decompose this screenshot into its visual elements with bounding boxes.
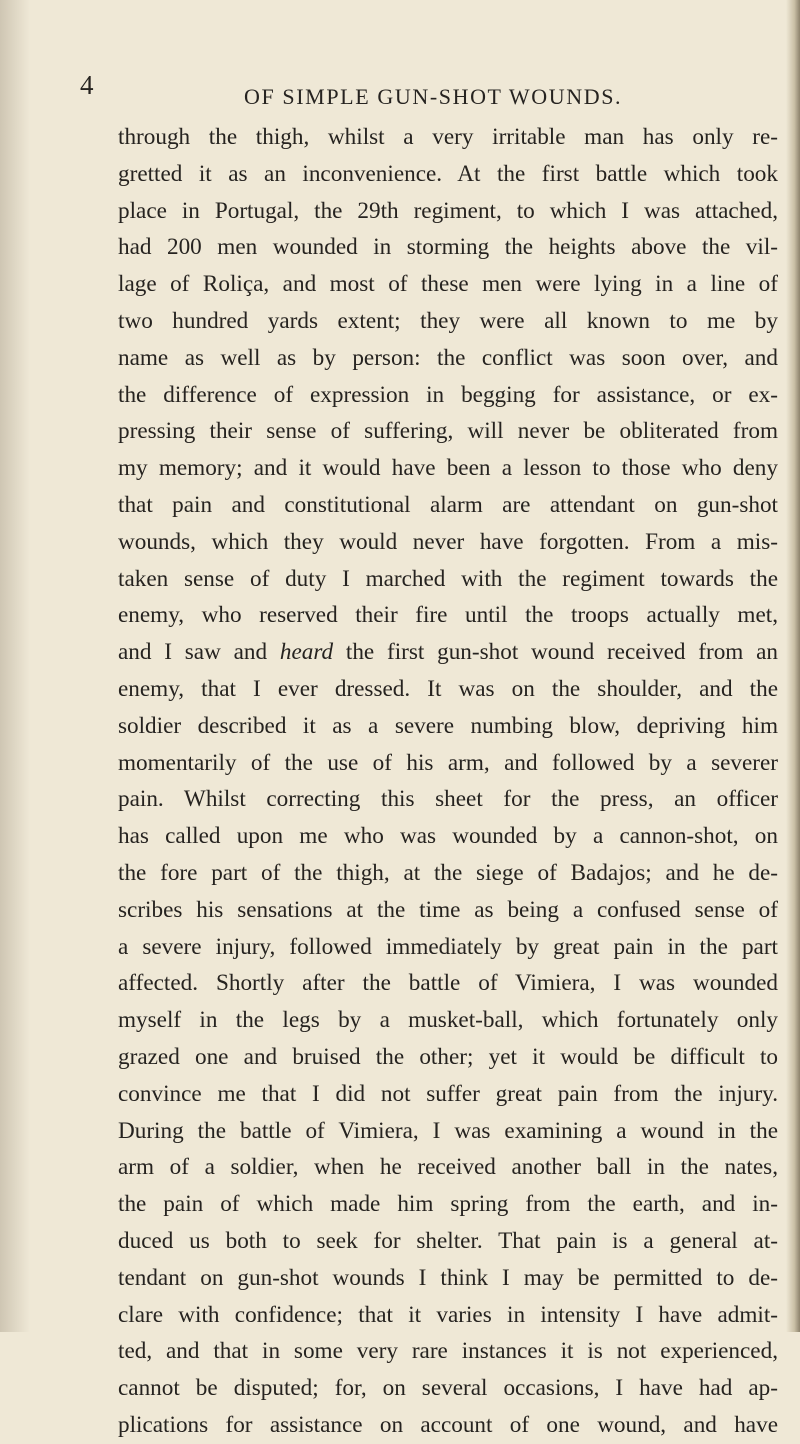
text-line: cannot be disputed; for, on several occasions, I have had ap- xyxy=(118,1375,778,1402)
text-line: tendant on gun-shot wounds I think I may be permitted to de- xyxy=(118,1264,778,1291)
text-line: pain. Whilst correcting this sheet for the press, an officer xyxy=(118,786,778,813)
text-line: arm of a soldier, when he received another ball in the nates, xyxy=(118,1154,778,1181)
text-line: ted, and that in some very rare instances it is not experienced, xyxy=(118,1338,778,1365)
text-line xyxy=(118,634,778,671)
italic-word: heard xyxy=(279,639,334,666)
text-line: affected. Shortly after the battle of Vimiera, I was wounded xyxy=(118,970,778,997)
text-line: that pain and constitutional alarm are attendant on gun-shot xyxy=(118,491,778,518)
text-line: plications for assistance on account of one wound, and have xyxy=(118,1411,778,1438)
text-segment: and I saw and xyxy=(118,639,280,666)
text-line: a severe injury, followed immediately by great pain in the part xyxy=(118,933,778,960)
text-line: through the thigh, whilst a very irritable man has only re- xyxy=(118,124,778,150)
text-line: pressing their sense of suffering, will never be obliterated from xyxy=(118,418,778,445)
text-line: grazed one and bruised the other; yet it would be difficult to xyxy=(118,1043,778,1070)
text-line: wounds, which they would never have forgotten. From a mis- xyxy=(118,528,778,555)
text-segment: the first gun-shot wound received from an xyxy=(333,639,778,666)
text-line: taken sense of duty I marched with the regiment towards the xyxy=(118,565,778,592)
text-line: the fore part of the thigh, at the siege of Badajos; and he de- xyxy=(118,859,778,886)
running-head: OF SIMPLE GUN-SHOT WOUNDS. xyxy=(244,84,623,109)
text-line: duced us both to seek for shelter. That pain is a general at- xyxy=(118,1227,778,1254)
text-line: gretted it as an inconvenience. At the first battle which took xyxy=(118,160,778,187)
text-line: convince me that I did not suffer great pain from the injury. xyxy=(118,1080,778,1107)
text-line: has called upon me who was wounded by a cannon-shot, on xyxy=(118,823,778,850)
text-line: the difference of expression in begging for assistance, or ex- xyxy=(118,381,778,408)
page-gutter-shadow xyxy=(0,0,30,1332)
text-line: momentarily of the use of his arm, and followed by a severer xyxy=(118,749,778,776)
text-line: name as well as by person: the conflict was soon over, and xyxy=(118,344,778,371)
page-edge xyxy=(786,0,800,1332)
body-text xyxy=(118,119,778,1444)
text-line: enemy, that I ever dressed. It was on the shoulder, and the xyxy=(118,675,778,702)
text-line: clare with confidence; that it varies in intensity I have admit- xyxy=(118,1301,778,1328)
text-line: enemy, who reserved their fire until the troops actually met, xyxy=(118,602,778,629)
text-line: myself in the legs by a musket-ball, which fortunately only xyxy=(118,1007,778,1034)
text-line: place in Portugal, the 29th regiment, to which I was attached, xyxy=(118,197,778,224)
text-line: the pain of which made him spring from the earth, and in- xyxy=(118,1191,778,1218)
text-line: had 200 men wounded in storming the heights above the vil- xyxy=(118,234,778,261)
text-line: scribes his sensations at the time as being a confused sense of xyxy=(118,896,778,923)
text-line: soldier described it as a severe numbing blow, depriving him xyxy=(118,712,778,739)
text-line: During the battle of Vimiera, I was examining a wound in the xyxy=(118,1117,778,1144)
text-line: two hundred yards extent; they were all known to me by xyxy=(118,307,778,334)
text-line: my memory; and it would have been a lesson to those who deny xyxy=(118,455,778,482)
page-number: 4 xyxy=(80,70,94,100)
text-line: lage of Roliça, and most of these men were lying in a line of xyxy=(118,271,778,298)
